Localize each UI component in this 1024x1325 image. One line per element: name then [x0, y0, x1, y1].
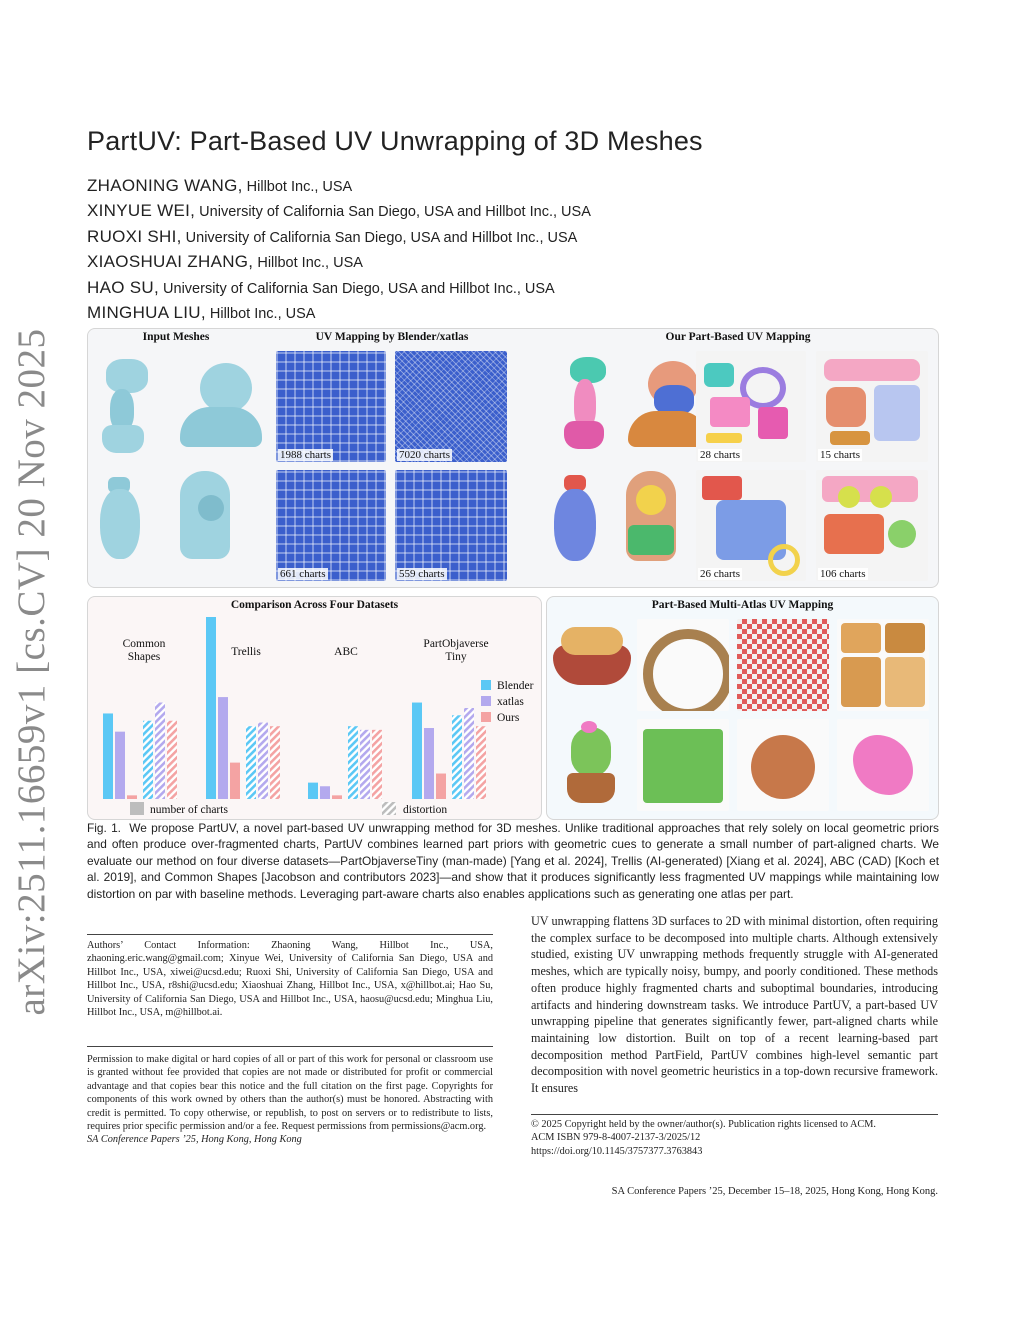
atlas-cactus-pot: [737, 719, 829, 811]
chart-legend: [481, 680, 534, 724]
author-entry: [87, 276, 947, 301]
figure-chart-panel: [87, 596, 542, 820]
author-list: [87, 174, 947, 326]
atlas-cactus-flower: [837, 719, 929, 811]
author-name: MINGHUA LIU,: [87, 303, 206, 323]
author-affiliation: Hillbot Inc., USA: [205, 306, 316, 323]
author-entry: [87, 174, 947, 199]
uv-tile-ours-1: [696, 351, 806, 462]
bar-charts-blender: [206, 617, 216, 799]
legend-label-xatlas: xatlas: [497, 696, 524, 708]
copyright-rule: [531, 1114, 938, 1115]
figure-caption: [87, 820, 939, 902]
author-entry: [87, 301, 947, 326]
chart-count-label: 7020 charts: [399, 449, 451, 461]
intro-paragraph: UV unwrapping flattens 3D surfaces to 2D with minimal distortion, often requiring the complex surface to be decomposed into multiple charts. Although extensively studied, existing UV unwrapping methods frequently struggle with AI-generated meshes, which are typically noisy, bumpy, and poorly conditioned. These methods often produce highly fragmented charts and suboptimal boundaries, introducing artifacts and hindering downstream tasks. We introduce PartUV, a part-based UV unwrapping pipeline that generates significantly fewer, part-aligned charts while maintaining low distortion. Built on top of a recent learning-based part decomposition method PartField, PartUV combines high-level semantic part decomposition with novel geometric heuristics in a top-down recursive framework. It ensures: [531, 914, 938, 1096]
uv-tile-ours-2: [816, 351, 928, 462]
chart-count-label: 559 charts: [399, 568, 445, 580]
bar-distortion-xatlas: [464, 708, 474, 799]
chart-title: Comparison Across Four Datasets: [230, 599, 399, 611]
uv-tile-baseline-4: [395, 470, 507, 581]
category-label: PartObjaverse: [423, 638, 489, 650]
chart-count-label: 661 charts: [280, 568, 326, 580]
legend-swatch-blender: [481, 680, 491, 690]
category-label: Common: [122, 638, 166, 650]
bar-distortion-ours: [372, 730, 382, 799]
bar-distortion-blender: [246, 726, 256, 799]
atlas-bread: [837, 619, 929, 711]
author-name: XINYUE WEI,: [87, 201, 196, 221]
bar-charts-xatlas: [424, 728, 434, 799]
heading-input-meshes: Input Meshes: [142, 331, 210, 343]
page-footer: SA Conference Papers ’25, December 15–18, 2025, Hong Kong, Hong Kong.: [611, 1186, 938, 1197]
bar-charts-ours: [332, 795, 342, 799]
bar-distortion-ours: [167, 721, 177, 799]
permission-rule: [87, 1046, 493, 1047]
bar-distortion-xatlas: [360, 730, 370, 799]
chart-count-label: 106 charts: [820, 568, 866, 580]
bar-distortion-xatlas: [155, 703, 165, 799]
heading-ours-uv: Our Part-Based UV Mapping: [665, 331, 811, 343]
bar-distortion-blender: [348, 726, 358, 799]
uv-tile-ours-4: [816, 470, 928, 581]
bar-charts-blender: [308, 783, 318, 799]
author-name: RUOXI SHI,: [87, 226, 182, 246]
isbn-line: ACM ISBN 979-8-4007-2137-3/2025/12: [531, 1132, 701, 1144]
chart-count-label: 15 charts: [820, 449, 861, 461]
legend-swatch-hatch: [382, 802, 396, 815]
author-name: HAO SU,: [87, 277, 160, 297]
arxiv-stamp: arXiv:2511.16659v1 [cs.CV] 20 Nov 2025: [10, 328, 53, 1016]
author-entry: [87, 199, 947, 224]
bar-distortion-blender: [143, 721, 153, 799]
author-entry: [87, 225, 947, 250]
uv-tile-baseline-3: [276, 470, 386, 581]
legend-swatch-xatlas: [481, 696, 491, 706]
bar-charts-ours: [127, 795, 137, 799]
chart-count-label: 26 charts: [700, 568, 741, 580]
figure-multi-atlas-panel: [546, 596, 939, 820]
uv-tile-ours-3: [696, 470, 806, 581]
bar-charts-ours: [230, 763, 240, 799]
dataset-comparison-chart: [88, 597, 541, 819]
atlas-checker-cloth: [737, 619, 829, 711]
legend-label-blender: Blender: [497, 680, 534, 692]
bar-distortion-ours: [270, 726, 280, 799]
author-affiliation: University of California San Diego, USA and Hillbot Inc., USA: [195, 204, 591, 221]
multi-atlas-heading: Part-Based Multi-Atlas UV Mapping: [651, 599, 834, 611]
figure-top-panel: [87, 328, 939, 588]
caption-text: We propose PartUV, a novel part-based UV unwrapping method for 3D meshes. Unlike traditional approaches that rely solely on local geometric priors and often produce over-fragmented charts, PartUV combines learned part priors with geometric cues to generate a small number of part-aligned charts. We evaluate our method on four diverse datasets—PartObjaverseTiny (man-made) [Yang et al. 2024], Trellis (AI-generated) [Xiang et al. 2024], ABC (CAD) [Koch et al. 2019], and Common Shapes [Jacobson and contributors 2023]—and show that it produces significantly less fragmented UV mappings while maintaining low distortion on par with baseline methods. Leveraging part-aware charts also enables applications such as generating one atlas per part.: [87, 821, 939, 901]
permission-notice: [87, 1053, 493, 1147]
category-label: Shapes: [127, 651, 161, 663]
contact-rule: [87, 934, 493, 935]
legend-label-hatch: distortion: [403, 804, 448, 816]
legend-label-ours: Ours: [497, 712, 520, 724]
chart-count-label: 1988 charts: [280, 449, 332, 461]
author-name: XIAOSHUAI ZHANG,: [87, 252, 254, 272]
uv-tile-baseline-1: [276, 351, 386, 462]
permission-venue: SA Conference Papers ’25, Hong Kong, Hong Kong: [87, 1134, 302, 1146]
permission-text: Permission to make digital or hard copies of all or part of this work for personal or classroom use is granted without fee provided that copies are not made or distributed for profit or commercial advantage and that copies bear this notice and the full citation on the first page. Copyrights for components of this work owned by others than the author(s) must be honored. Abstracting with credit is permitted. To copy otherwise, or republish, to post on servers or to redistribute to lists, requires prior specific permission and/or a fee. Request permissions from permissions@acm.org.: [87, 1054, 493, 1133]
author-name: ZHAONING WANG,: [87, 176, 243, 195]
bar-charts-blender: [412, 703, 422, 799]
bar-distortion-ours: [476, 726, 486, 799]
figure-label: Fig. 1.: [87, 821, 121, 835]
bar-distortion-xatlas: [258, 723, 268, 799]
doi-line: https://doi.org/10.1145/3757377.3763843: [531, 1145, 703, 1157]
legend-label-width: number of charts: [150, 804, 228, 816]
bar-charts-ours: [436, 774, 446, 799]
author-entry: [87, 250, 947, 275]
legend-swatch-solid: [130, 802, 144, 815]
atlas-cactus-body: [637, 719, 729, 811]
paper-title: PartUV: Part-Based UV Unwrapping of 3D Meshes: [87, 126, 703, 156]
uv-tile-baseline-2: [395, 351, 507, 462]
bar-charts-xatlas: [115, 732, 125, 799]
bar-charts-xatlas: [320, 786, 330, 799]
category-label: ABC: [334, 646, 358, 658]
legend-swatch-ours: [481, 712, 491, 722]
author-affiliation: University of California San Diego, USA and Hillbot Inc., USA: [159, 280, 555, 297]
atlas-basket-ring: [637, 619, 729, 711]
bar-distortion-blender: [452, 715, 462, 799]
author-contact-info: Authors’ Contact Information: Zhaoning Wang, Hillbot Inc., USA, zhaoning.eric.wang@gmail.com; Xinyue Wei, University of California San Diego, USA and Hillbot Inc., USA, xiwei@ucsd.edu; Ruoxi Shi, University of California San Diego, USA and Hillbot Inc., USA, r8shi@ucsd.edu; Xiaoshuai Zhang, Hillbot Inc., USA, x@hillbot.ai; Hao Su, University of California San Diego, USA and Hillbot Inc., USA, haosu@ucsd.edu; Minghua Liu, Hillbot Inc., USA, m@hillbot.ai.: [87, 940, 493, 1019]
bar-charts-xatlas: [218, 697, 228, 799]
chart-count-label: 28 charts: [700, 449, 741, 461]
copyright-line: © 2025 Copyright held by the owner/author(s). Publication rights licensed to ACM.: [531, 1119, 877, 1130]
heading-baseline-uv: UV Mapping by Blender/xatlas: [315, 331, 469, 343]
author-affiliation: Hillbot Inc., USA: [242, 179, 353, 195]
author-affiliation: University of California San Diego, USA and Hillbot Inc., USA: [181, 229, 578, 246]
copyright-block: [531, 1118, 938, 1158]
category-label: Trellis: [231, 646, 261, 658]
bar-charts-blender: [103, 713, 113, 799]
category-label: Tiny: [445, 651, 467, 663]
author-affiliation: Hillbot Inc., USA: [253, 255, 363, 272]
chart-bottom-legend: [130, 802, 447, 816]
